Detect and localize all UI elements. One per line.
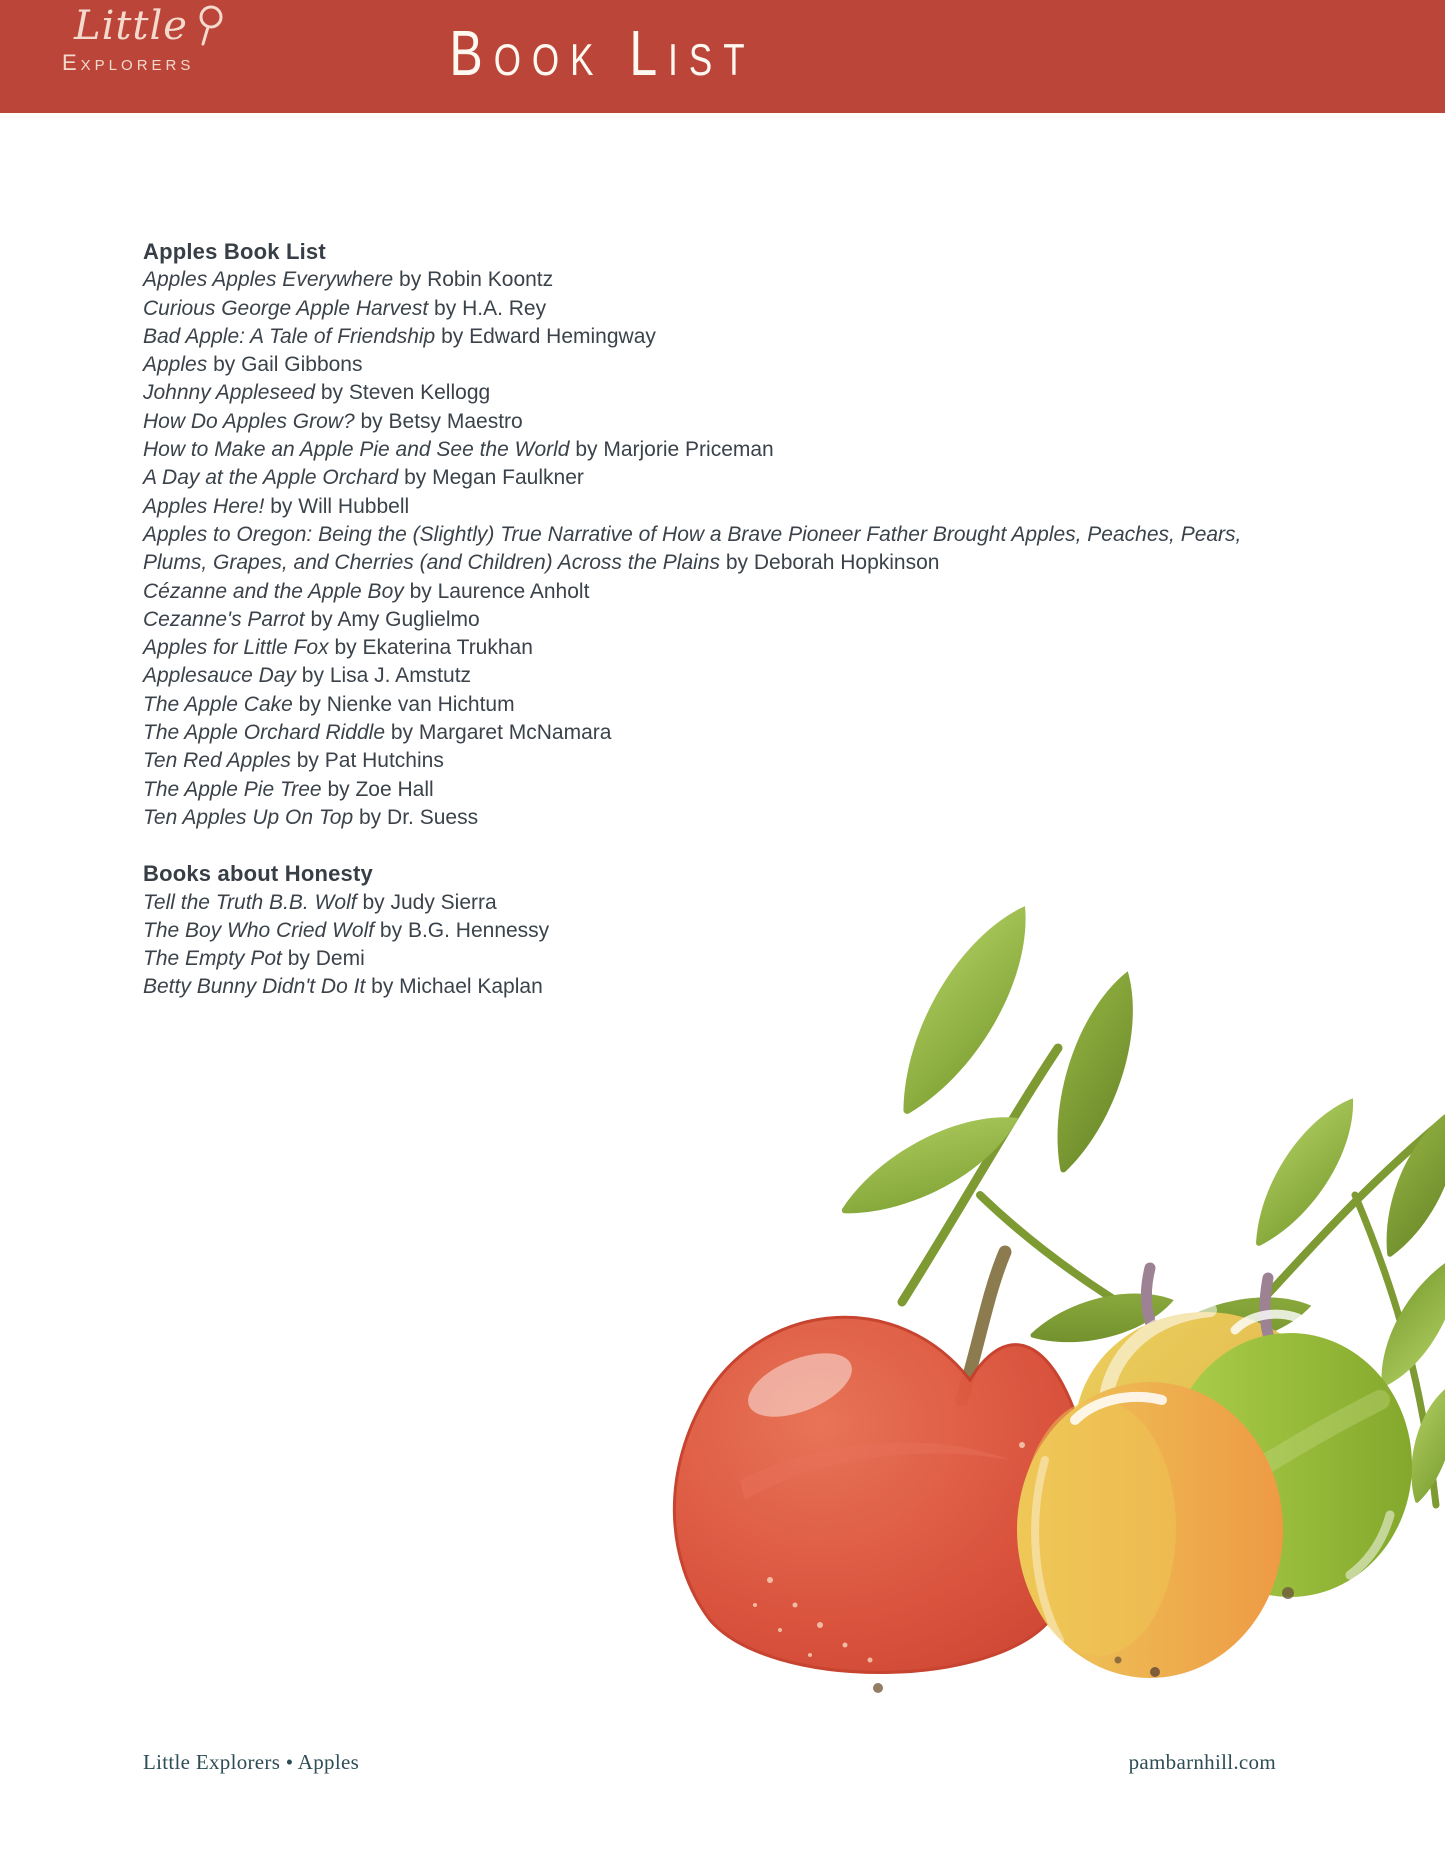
book-title: Apples for Little Fox bbox=[143, 636, 329, 660]
book-title: Apples to Oregon: Being the (Slightly) True Narrative of How a Brave Pioneer Father Brought Apples, Peaches, Pears, Plums, Grapes, and Cherries (and Children) Across the Plains bbox=[143, 522, 1242, 575]
orange-apple bbox=[1017, 1382, 1283, 1678]
book-title: Cézanne and the Apple Boy bbox=[143, 579, 404, 603]
section-heading: Books about Honesty bbox=[143, 861, 373, 887]
book-title: The Apple Orchard Riddle bbox=[143, 721, 386, 745]
book-entry bbox=[143, 521, 1248, 578]
book-entry bbox=[143, 776, 1248, 804]
book-entry bbox=[143, 578, 1248, 606]
book-title: Ten Apples Up On Top bbox=[143, 805, 354, 829]
book-title: A Day at the Apple Orchard bbox=[143, 466, 399, 490]
page-title: Book List bbox=[449, 17, 756, 89]
book-title: Apples Here! bbox=[143, 494, 265, 518]
book-author: Marjorie Priceman bbox=[603, 438, 774, 462]
book-by-label: by bbox=[296, 749, 319, 773]
book-title: Tell the Truth B.B. Wolf bbox=[143, 890, 357, 914]
book-entry bbox=[143, 323, 1248, 351]
book-by-label: by bbox=[404, 466, 427, 490]
book-entry bbox=[143, 719, 1248, 747]
book-entry bbox=[143, 379, 1248, 407]
book-title: The Boy Who Cried Wolf bbox=[143, 918, 375, 942]
book-author: Pat Hutchins bbox=[324, 749, 444, 773]
book-author: Edward Hemingway bbox=[469, 324, 656, 348]
book-by-label: by bbox=[434, 296, 457, 320]
footer-website: pambarnhill.com bbox=[1128, 1750, 1276, 1774]
book-list bbox=[143, 889, 1248, 1002]
section-apples-book-list bbox=[143, 238, 1248, 832]
book-author: Dr. Suess bbox=[387, 805, 479, 829]
book-entry bbox=[143, 351, 1248, 379]
book-entry bbox=[143, 295, 1248, 323]
book-entry bbox=[143, 606, 1248, 634]
book-entry bbox=[143, 662, 1248, 690]
book-entry bbox=[143, 973, 1248, 1001]
book-list-content bbox=[143, 238, 1248, 1002]
book-by-label: by bbox=[270, 494, 293, 518]
book-author: Lisa J. Amstutz bbox=[329, 664, 472, 688]
book-title: The Apple Cake bbox=[143, 692, 293, 716]
book-by-label: by bbox=[575, 438, 598, 462]
book-by-label: by bbox=[409, 579, 432, 603]
book-author: Michael Kaplan bbox=[399, 975, 543, 999]
book-entry bbox=[143, 408, 1248, 436]
book-title: The Apple Pie Tree bbox=[143, 777, 322, 801]
book-entry bbox=[143, 266, 1248, 294]
book-title: Betty Bunny Didn't Do It bbox=[143, 975, 366, 999]
book-by-label: by bbox=[725, 551, 748, 575]
book-by-label: by bbox=[441, 324, 464, 348]
book-title: Apples Apples Everywhere bbox=[143, 268, 394, 292]
book-by-label: by bbox=[334, 636, 357, 660]
book-by-label: by bbox=[327, 777, 350, 801]
section-heading: Apples Book List bbox=[143, 239, 326, 264]
book-author: Amy Guglielmo bbox=[337, 607, 480, 631]
footer bbox=[143, 1750, 1276, 1775]
book-author: Megan Faulkner bbox=[432, 466, 584, 490]
book-by-label: by bbox=[287, 947, 310, 971]
book-entry bbox=[143, 889, 1248, 917]
book-by-label: by bbox=[301, 664, 324, 688]
book-by-label: by bbox=[390, 721, 414, 745]
book-title: Johnny Appleseed bbox=[143, 381, 316, 405]
book-title: The Empty Pot bbox=[143, 947, 282, 971]
book-author: Demi bbox=[315, 947, 365, 971]
book-by-label: by bbox=[310, 607, 333, 631]
book-author: Margaret McNamara bbox=[418, 721, 612, 745]
book-by-label: by bbox=[360, 409, 383, 433]
book-author: H.A. Rey bbox=[462, 296, 547, 320]
book-title: Applesauce Day bbox=[143, 664, 296, 688]
leaf bbox=[1237, 1085, 1373, 1258]
book-by-label: by bbox=[213, 353, 236, 377]
book-title: How to Make an Apple Pie and See the World bbox=[143, 438, 570, 462]
book-author: Betsy Maestro bbox=[388, 409, 523, 433]
logo-word-little: Little bbox=[74, 3, 188, 49]
book-entry bbox=[143, 691, 1248, 719]
logo-line2: Explorers bbox=[62, 50, 195, 75]
book-title: Curious George Apple Harvest bbox=[143, 296, 429, 320]
book-author: Steven Kellogg bbox=[348, 381, 491, 405]
book-by-label: by bbox=[362, 890, 385, 914]
book-entry bbox=[143, 436, 1248, 464]
footer-series-label: Little Explorers • Apples bbox=[143, 1750, 360, 1774]
book-title: Cezanne's Parrot bbox=[143, 607, 305, 631]
book-by-label: by bbox=[371, 975, 394, 999]
book-entry bbox=[143, 804, 1248, 832]
book-entry bbox=[143, 747, 1248, 775]
book-author: Will Hubbell bbox=[298, 494, 410, 518]
book-author: Laurence Anholt bbox=[437, 579, 590, 603]
book-title: Bad Apple: A Tale of Friendship bbox=[143, 324, 436, 348]
book-list bbox=[143, 266, 1248, 832]
book-author: Nienke van Hichtum bbox=[326, 692, 515, 716]
book-entry bbox=[143, 634, 1248, 662]
book-title: Apples bbox=[143, 353, 208, 377]
book-by-label: by bbox=[320, 381, 344, 405]
book-author: Deborah Hopkinson bbox=[753, 551, 940, 575]
header-banner bbox=[0, 0, 1445, 113]
book-entry bbox=[143, 464, 1248, 492]
book-entry bbox=[143, 493, 1248, 521]
book-title: Ten Red Apples bbox=[143, 749, 291, 773]
book-author: Judy Sierra bbox=[390, 890, 497, 914]
book-author: Gail Gibbons bbox=[241, 353, 363, 377]
red-apple bbox=[674, 1252, 1089, 1693]
book-title: How Do Apples Grow? bbox=[143, 409, 355, 433]
book-author: B.G. Hennessy bbox=[407, 918, 550, 942]
book-by-label: by bbox=[399, 268, 422, 292]
section-books-about-honesty bbox=[143, 860, 1248, 1001]
book-by-label: by bbox=[298, 692, 321, 716]
book-author: Zoe Hall bbox=[355, 777, 434, 801]
book-entry bbox=[143, 945, 1248, 973]
book-author: Ekaterina Trukhan bbox=[362, 636, 533, 660]
book-author: Robin Koontz bbox=[427, 268, 554, 292]
book-entry bbox=[143, 917, 1248, 945]
book-by-label: by bbox=[359, 805, 382, 829]
book-by-label: by bbox=[379, 918, 403, 942]
